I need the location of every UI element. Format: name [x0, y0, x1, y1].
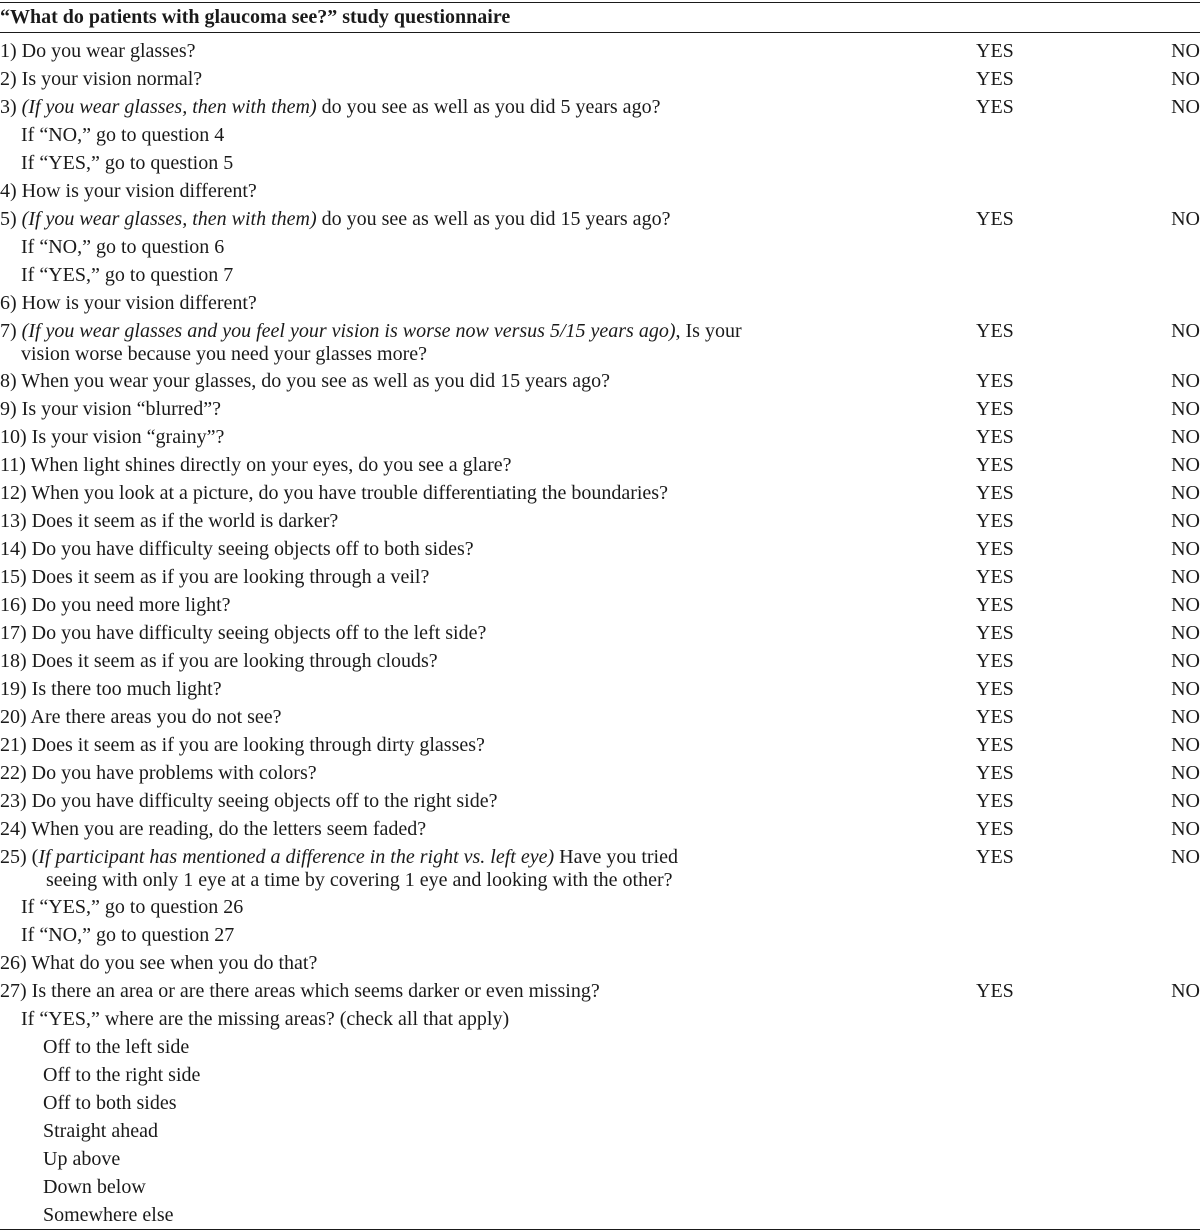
question-line — [43, 1035, 189, 1059]
question-row — [0, 563, 1200, 591]
question-line — [0, 425, 224, 449]
question-line — [43, 1063, 200, 1087]
answer-yes-option: YES — [976, 762, 1014, 784]
question-row — [0, 535, 1200, 563]
question-line — [0, 453, 512, 477]
question-row — [0, 977, 1200, 1005]
question-row — [0, 317, 1200, 367]
question-segment: do you see as well as you did 15 years ago? — [316, 208, 671, 230]
question-line — [0, 733, 485, 757]
question-row — [0, 121, 1200, 149]
question-line — [0, 649, 438, 673]
question-line — [0, 565, 429, 589]
answer-yes-option: YES — [976, 650, 1014, 672]
question-line — [0, 621, 486, 645]
answer-yes-option: YES — [976, 482, 1014, 504]
question-text — [43, 1203, 174, 1227]
answer-no-option: NO — [1171, 678, 1200, 700]
question-segment: , Is your — [675, 320, 742, 342]
question-row — [0, 731, 1200, 759]
question-segment: 12) When you look at a picture, do you have trouble differentiating the boundaries? — [0, 482, 668, 504]
question-row — [0, 149, 1200, 177]
answer-no-option: NO — [1171, 790, 1200, 812]
answer-yes-option: YES — [976, 68, 1014, 90]
answer-no-option: NO — [1171, 398, 1200, 420]
question-row — [0, 843, 1200, 893]
answer-yes-option: YES — [976, 678, 1014, 700]
question-line — [21, 123, 224, 147]
question-segment: 6) How is your vision different? — [0, 292, 257, 314]
question-row — [0, 37, 1200, 65]
question-row — [0, 1145, 1200, 1173]
question-segment: 27) Is there an area or are there areas which seems darker or even missing? — [0, 980, 600, 1002]
answer-no-option: NO — [1171, 980, 1200, 1002]
question-segment: Straight ahead — [43, 1120, 158, 1142]
question-text — [0, 453, 512, 477]
question-row — [0, 1089, 1200, 1117]
question-segment: 3) — [0, 96, 22, 118]
answer-yes-option: YES — [976, 538, 1014, 560]
question-italic-note: (If you wear glasses, then with them) — [21, 208, 317, 230]
answer-no-option: NO — [1171, 566, 1200, 588]
question-line — [0, 845, 678, 869]
question-text — [0, 677, 222, 701]
question-row — [0, 703, 1200, 731]
question-text — [0, 979, 600, 1003]
question-line — [21, 895, 243, 919]
question-line — [0, 319, 742, 343]
question-row — [0, 815, 1200, 843]
question-row — [0, 395, 1200, 423]
question-line — [43, 1175, 146, 1199]
question-text — [21, 1007, 509, 1031]
answer-no-option: NO — [1171, 370, 1200, 392]
question-row — [0, 759, 1200, 787]
question-line — [43, 1119, 158, 1143]
question-text — [0, 425, 224, 449]
question-continuation: seeing with only 1 eye at a time by covering 1 eye and looking with the other? — [46, 869, 673, 891]
answer-yes-option: YES — [976, 398, 1014, 420]
answer-yes-option: YES — [976, 790, 1014, 812]
question-segment: Down below — [43, 1176, 146, 1198]
question-text — [43, 1035, 189, 1059]
question-italic-note: (If you wear glasses and you feel your vision is worse now versus 5/15 years ago) — [21, 320, 676, 342]
question-row — [0, 93, 1200, 121]
question-line — [0, 951, 317, 975]
question-segment: If “NO,” go to question 6 — [21, 236, 225, 258]
answer-yes-option: YES — [976, 734, 1014, 756]
question-segment: 22) Do you have problems with colors? — [0, 762, 317, 784]
question-line — [21, 923, 234, 947]
question-line — [21, 235, 224, 259]
question-segment: If “YES,” go to question 7 — [21, 264, 234, 286]
answer-yes-option: YES — [976, 208, 1014, 230]
answer-no-option: NO — [1171, 482, 1200, 504]
answer-no-option: NO — [1171, 426, 1200, 448]
question-text — [0, 621, 486, 645]
question-text — [0, 705, 282, 729]
question-text — [0, 207, 670, 231]
question-line — [43, 1147, 120, 1171]
question-row — [0, 787, 1200, 815]
question-segment: 17) Do you have difficulty seeing objects off to the left side? — [0, 622, 487, 644]
question-line — [0, 39, 196, 63]
question-segment: 9) Is your vision “blurred”? — [0, 398, 222, 420]
question-row — [0, 289, 1200, 317]
question-line — [0, 789, 497, 813]
question-line — [0, 761, 317, 785]
answer-yes-option: YES — [976, 510, 1014, 532]
question-segment: 1) Do you wear glasses? — [0, 40, 196, 62]
questionnaire-body — [0, 37, 1200, 1229]
question-row — [0, 647, 1200, 675]
question-segment: 16) Do you need more light? — [0, 594, 231, 616]
question-text — [0, 761, 317, 785]
answer-no-option: NO — [1171, 510, 1200, 532]
question-line — [43, 1091, 177, 1115]
question-row — [0, 205, 1200, 233]
question-line — [0, 291, 257, 315]
question-text — [21, 151, 233, 175]
question-text — [0, 397, 221, 421]
question-segment: 20) Are there areas you do not see? — [0, 706, 282, 728]
question-text — [21, 895, 243, 919]
question-row — [0, 675, 1200, 703]
question-text — [0, 649, 438, 673]
question-row — [0, 65, 1200, 93]
question-line — [0, 509, 338, 533]
question-segment: If “YES,” go to question 5 — [21, 152, 234, 174]
question-line — [43, 1203, 174, 1227]
question-line — [0, 481, 668, 505]
question-segment: do you see as well as you did 5 years ago? — [316, 96, 661, 118]
table-title: “What do patients with glaucoma see?” study questionnaire — [0, 6, 511, 28]
question-row — [0, 451, 1200, 479]
answer-no-option: NO — [1171, 622, 1200, 644]
question-row — [0, 949, 1200, 977]
question-text — [21, 263, 233, 287]
question-text — [0, 565, 429, 589]
answer-yes-option: YES — [976, 980, 1014, 1002]
answer-yes-option: YES — [976, 706, 1014, 728]
answer-yes-option: YES — [976, 40, 1014, 62]
question-line — [0, 207, 670, 231]
answer-yes-option: YES — [976, 846, 1014, 868]
question-text — [0, 733, 485, 757]
question-text — [43, 1175, 146, 1199]
answer-no-option: NO — [1171, 650, 1200, 672]
question-text — [0, 593, 231, 617]
question-text — [0, 537, 474, 561]
question-segment: 21) Does it seem as if you are looking through dirty glasses? — [0, 734, 485, 756]
question-line — [21, 151, 233, 175]
question-line — [0, 369, 610, 393]
question-text — [43, 1147, 120, 1171]
question-text — [43, 1063, 200, 1087]
answer-no-option: NO — [1171, 762, 1200, 784]
question-segment: 11) When light shines directly on your eyes, do you see a glare? — [0, 454, 512, 476]
answer-no-option: NO — [1171, 818, 1200, 840]
question-text — [0, 951, 317, 975]
table-bottom-rule — [0, 1229, 1200, 1230]
question-row — [0, 367, 1200, 395]
table-top-rule — [0, 2, 1200, 3]
answer-no-option: NO — [1171, 734, 1200, 756]
question-segment: 14) Do you have difficulty seeing objects off to both sides? — [0, 538, 474, 560]
question-segment: Up above — [43, 1148, 121, 1170]
answer-yes-option: YES — [976, 566, 1014, 588]
question-segment: Have you tried — [554, 846, 678, 868]
question-segment: Somewhere else — [43, 1204, 174, 1226]
question-segment: Off to both sides — [43, 1092, 177, 1114]
question-row — [0, 423, 1200, 451]
question-text — [21, 123, 224, 147]
answer-no-option: NO — [1171, 40, 1200, 62]
question-segment: 24) When you are reading, do the letters seem faded? — [0, 818, 427, 840]
question-segment: 10) Is your vision “grainy”? — [0, 426, 225, 448]
question-row — [0, 177, 1200, 205]
question-line — [0, 537, 474, 561]
question-line — [0, 67, 202, 91]
question-segment: 4) How is your vision different? — [0, 180, 257, 202]
answer-no-option: NO — [1171, 706, 1200, 728]
question-line — [0, 817, 426, 841]
question-row — [0, 479, 1200, 507]
question-row — [0, 893, 1200, 921]
question-continuation: vision worse because you need your glasses more? — [21, 343, 427, 365]
question-segment: 2) Is your vision normal? — [0, 68, 203, 90]
question-text — [0, 845, 678, 892]
answer-no-option: NO — [1171, 96, 1200, 118]
question-line — [0, 705, 282, 729]
question-row — [0, 1117, 1200, 1145]
question-text — [43, 1119, 158, 1143]
question-line — [0, 677, 222, 701]
answer-no-option: NO — [1171, 208, 1200, 230]
question-segment: Off to the right side — [43, 1064, 201, 1086]
question-segment: 15) Does it seem as if you are looking through a veil? — [0, 566, 430, 588]
question-segment: 23) Do you have difficulty seeing objects off to the right side? — [0, 790, 498, 812]
question-row — [0, 1201, 1200, 1229]
question-row — [0, 1173, 1200, 1201]
question-line — [0, 979, 600, 1003]
question-line — [0, 593, 231, 617]
question-segment: 13) Does it seem as if the world is darker? — [0, 510, 339, 532]
question-text — [21, 923, 234, 947]
question-line — [0, 95, 660, 119]
question-row — [0, 1033, 1200, 1061]
answer-no-option: NO — [1171, 846, 1200, 868]
answer-yes-option: YES — [976, 594, 1014, 616]
question-italic-note: (If you wear glasses, then with them) — [21, 96, 317, 118]
answer-yes-option: YES — [976, 454, 1014, 476]
answer-yes-option: YES — [976, 622, 1014, 644]
question-segment: 5) — [0, 208, 22, 230]
question-segment: If “YES,” go to question 26 — [21, 896, 244, 918]
question-text — [0, 95, 660, 119]
question-text — [0, 481, 668, 505]
question-segment: If “YES,” where are the missing areas? (check all that apply) — [21, 1008, 510, 1030]
question-line — [21, 1007, 509, 1031]
question-row — [0, 619, 1200, 647]
question-segment: 8) When you wear your glasses, do you see as well as you did 15 years ago? — [0, 370, 611, 392]
question-row — [0, 1005, 1200, 1033]
question-text — [43, 1091, 177, 1115]
question-text — [0, 789, 497, 813]
answer-yes-option: YES — [976, 370, 1014, 392]
answer-yes-option: YES — [976, 96, 1014, 118]
question-row — [0, 507, 1200, 535]
question-text — [0, 67, 202, 91]
question-segment: 19) Is there too much light? — [0, 678, 222, 700]
question-segment: If “NO,” go to question 4 — [21, 124, 225, 146]
question-segment: 25) ( — [0, 846, 39, 868]
answer-yes-option: YES — [976, 818, 1014, 840]
question-segment: 18) Does it seem as if you are looking through clouds? — [0, 650, 438, 672]
table-header-rule — [0, 32, 1200, 33]
question-text — [0, 319, 742, 366]
question-line — [21, 263, 233, 287]
question-text — [0, 369, 610, 393]
question-text — [21, 235, 224, 259]
question-text — [0, 509, 338, 533]
answer-no-option: NO — [1171, 320, 1200, 342]
question-row — [0, 921, 1200, 949]
question-line — [0, 397, 221, 421]
answer-no-option: NO — [1171, 538, 1200, 560]
question-text — [0, 179, 257, 203]
answer-no-option: NO — [1171, 594, 1200, 616]
question-row — [0, 591, 1200, 619]
question-line — [0, 179, 257, 203]
question-text — [0, 817, 426, 841]
answer-no-option: NO — [1171, 454, 1200, 476]
answer-yes-option: YES — [976, 426, 1014, 448]
answer-no-option: NO — [1171, 68, 1200, 90]
question-row — [0, 261, 1200, 289]
question-text — [0, 39, 196, 63]
question-row — [0, 1061, 1200, 1089]
question-segment: Off to the left side — [43, 1036, 190, 1058]
answer-yes-option: YES — [976, 320, 1014, 342]
question-row — [0, 233, 1200, 261]
question-italic-note: If participant has mentioned a difference in the right vs. left eye) — [38, 846, 555, 868]
question-segment: 7) — [0, 320, 22, 342]
question-segment: If “NO,” go to question 27 — [21, 924, 235, 946]
question-text — [0, 291, 257, 315]
question-segment: 26) What do you see when you do that? — [0, 952, 318, 974]
